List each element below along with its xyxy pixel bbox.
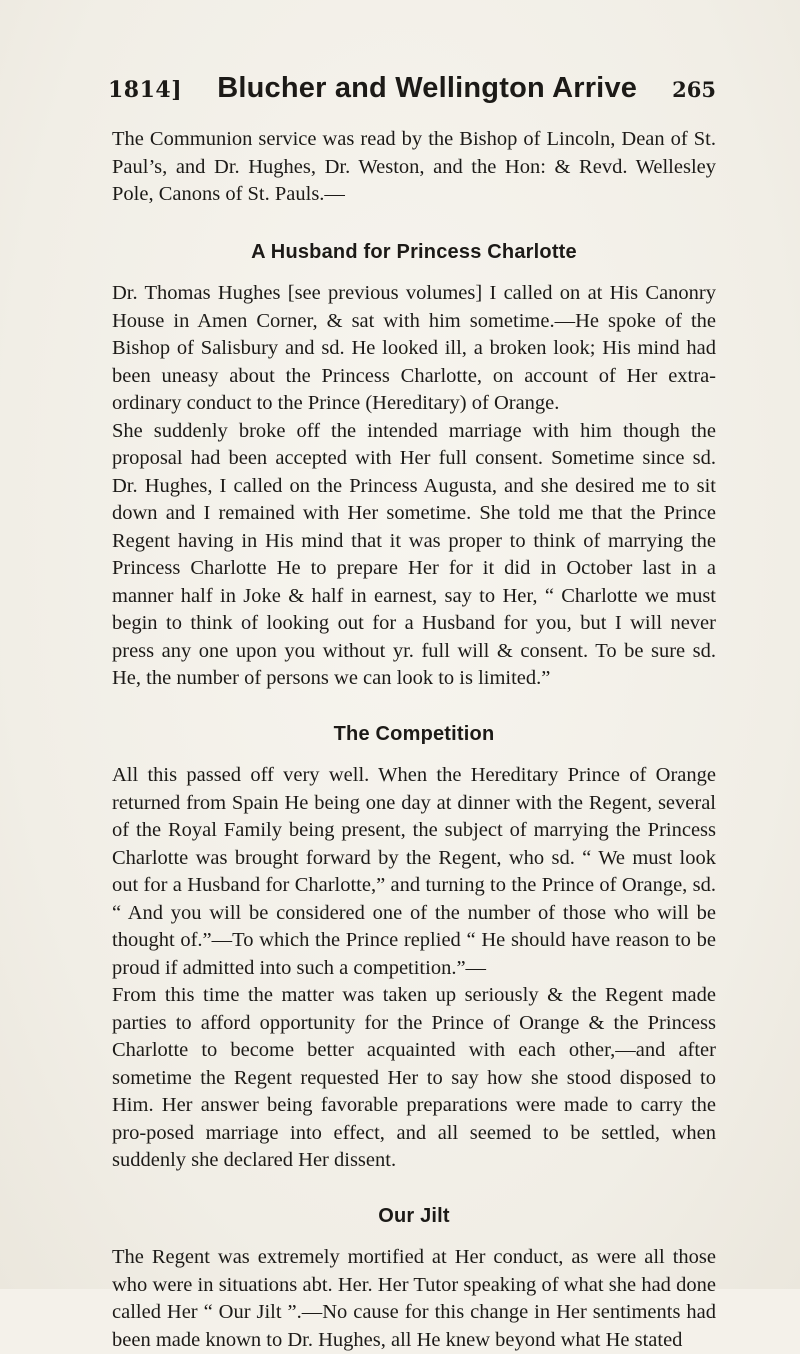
paragraph-hughes-visit: Dr. Thomas Hughes [see previous volumes] I called on at His Canonry House in Amen Corner, & sat with him sometime.—He spoke of the Bishop of Salisbury and sd. He looked ill, a broken look; His mind had been uneasy about the Princess Charlotte, on account of Her extra-ordinary conduct to the Prince (Hereditary) of Orange. [112,282,716,414]
running-head [108,72,716,112]
paragraph-broke-off: She suddenly broke off the intended marriage with him though the proposal had been accepted with Her full consent. Sometime since sd. Dr. Hughes, I called on the Princess Augusta, and she desired me to sit down and I remained with Her sometime. She told me that the Prince Regent having in His mind that it was proper to think of marrying the Princess Charlotte He to prepare Her for it did in October last in a manner half in Joke & half in earnest, say to Her, “ Charlotte we must begin to think of looking out for a Husband for you, but I will never press any one upon you without yr. full will & consent. To be sure sd. He, the number of persons we can look to is limited.” [112,419,716,689]
page-body [112,126,716,1354]
section-heading-husband: A Husband for Princess Charlotte [251,240,577,263]
paragraph-communion: The Communion service was read by the Bishop of Lincoln, Dean of St. Paul’s, and Dr. Hughes, Dr. Weston, and the Hon: & Revd. Wellesley Pole, Canons of St. Pauls.— [112,128,716,205]
page-number: 265 [672,77,716,102]
section-heading-jilt: Our Jilt [378,1204,450,1227]
paragraph-dinner: All this passed off very well. When the Hereditary Prince of Orange returned from Spain He being one day at dinner with the Regent, several of the Royal Family being present, the subject of marrying the Princess Charlotte was brought forward by the Regent, who sd. “ We must look out for a Husband for Charlotte,” and turning to the Prince of Orange, sd. “ And you will be considered one of the number of those who will be thought of.”—To which the Prince replied “ He should have reason to be proud if admitted into such a competition.”— [112,764,716,979]
paragraph-regent-mortified: The Regent was extremely mortified at Her conduct, as were all those who were in situations abt. Her. Her Tutor speaking of what she had done called Her “ Our Jilt ”.—No cause for this change in Her sentiments had been made known to Dr. Hughes, all He knew beyond what He stated [112,1246,716,1351]
running-head-year: 1814] [108,77,183,103]
section-heading-competition: The Competition [333,722,495,745]
running-head-title: Blucher and Wellington Arrive [217,72,638,104]
paragraph-from-this-time: From this time the matter was taken up seriously & the Regent made parties to afford opportunity for the Prince of Orange & the Princess Charlotte to become better acquainted with each other,—and after sometime the Regent requested Her to say how she stood disposed to Him. Her answer being favorable preparations were made to carry the pro-posed marriage into effect, and all seemed to be settled, when suddenly she declared Her dissent. [112,984,716,1171]
